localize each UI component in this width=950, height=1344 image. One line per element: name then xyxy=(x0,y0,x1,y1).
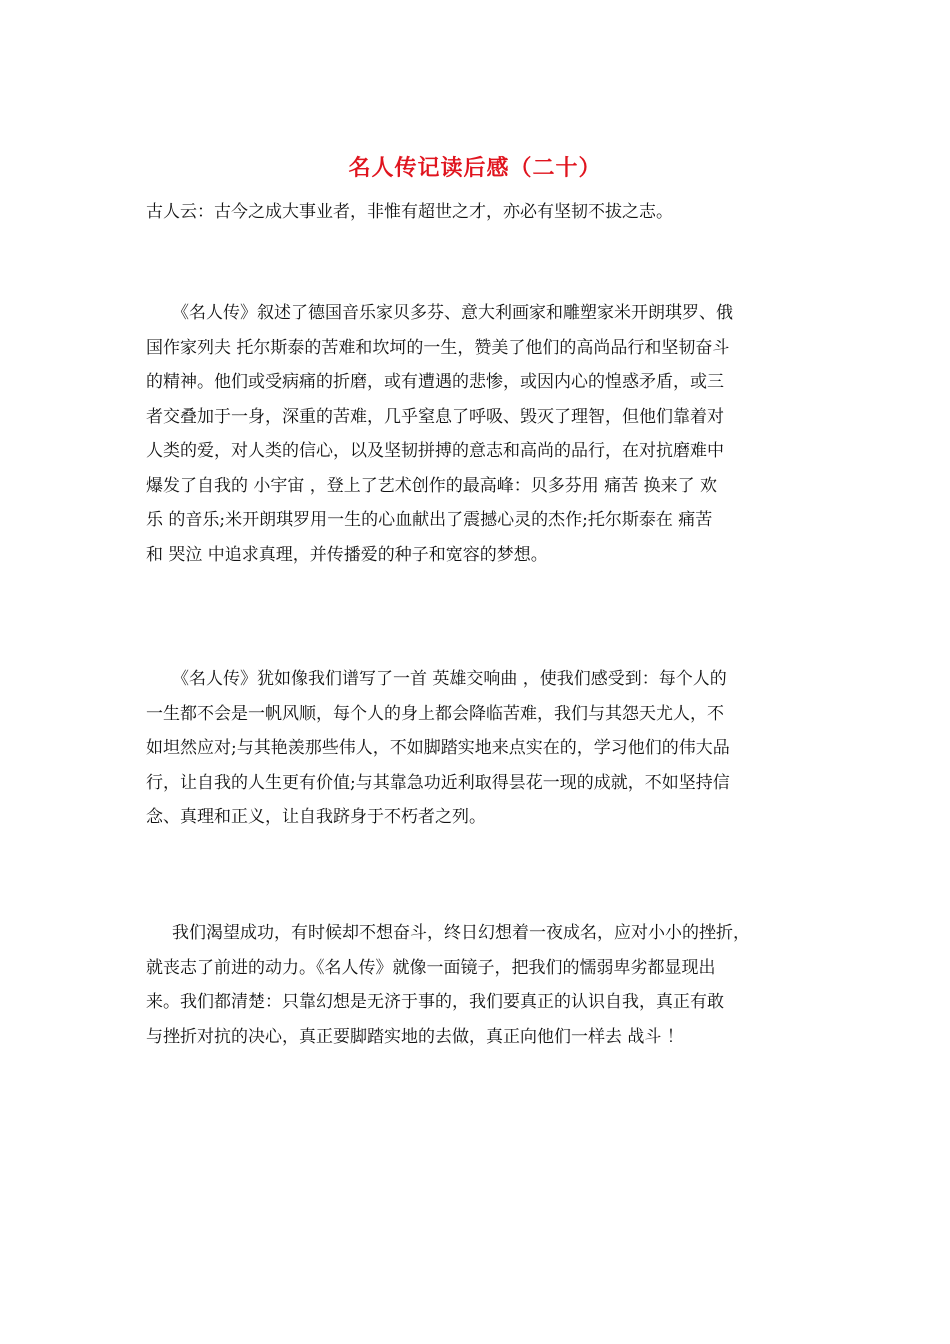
paragraph-line: 人类的爱，对人类的信心，以及坚韧拼搏的意志和高尚的品行，在对抗磨难中 xyxy=(146,441,724,461)
paragraph-line: 行，让自我的人生更有价值;与其靠急功近利取得昙花一现的成就，不如坚持信 xyxy=(146,772,730,793)
intro-line: 古人云：古今之成大事业者，非惟有超世之才，亦必有坚韧不拔之志。 xyxy=(146,202,673,222)
paragraph-1 xyxy=(146,296,826,572)
paragraph-line: 乐 的音乐;米开朗琪罗用一生的心血献出了震撼心灵的杰作;托尔斯泰在 痛苦 xyxy=(146,510,713,530)
paragraph-line: 与挫折对抗的决心，真正要脚踏实地的去做，真正向他们一样去 战斗 ！ xyxy=(146,1026,684,1047)
paragraph-3 xyxy=(146,916,826,1054)
paragraph-line: 来。我们都清楚：只靠幻想是无济于事的，我们要真正的认识自我，真正有敢 xyxy=(146,992,724,1012)
paragraph-line: 就丧志了前进的动力。《名人传》就像一面镜子，把我们的懦弱卑劣都显现出 xyxy=(146,957,716,978)
document-title: 名人传记读后感（二十） xyxy=(348,155,602,181)
paragraph-2 xyxy=(146,662,826,835)
paragraph-line: 《名人传》叙述了德国音乐家贝多芬、意大利画家和雕塑家米开朗琪罗、俄 xyxy=(172,303,733,323)
paragraph-line: 和 哭泣 中追求真理，并传播爱的种子和宽容的梦想。 xyxy=(146,544,548,565)
paragraph-line: 我们渴望成功，有时候却不想奋斗，终日幻想着一夜成名，应对小小的挫折， xyxy=(172,923,750,943)
paragraph-line: 的精神。他们或受病痛的折磨，或有遭遇的悲惨，或因内心的惶惑矛盾，或三 xyxy=(146,372,724,392)
paragraph-line: 爆发了自我的 小宇宙 ，登上了艺术创作的最高峰：贝多芬用 痛苦 换来了 欢 xyxy=(146,475,718,496)
paragraph-line: 一生都不会是一帆风顺，每个人的身上都会降临苦难，我们与其怨天尤人，不 xyxy=(146,703,724,724)
paragraph-line: 《名人传》犹如像我们谱写了一首 英雄交响曲 ，使我们感受到：每个人的 xyxy=(172,669,727,689)
paragraph-line: 如坦然应对;与其艳羡那些伟人，不如脚踏实地来点实在的，学习他们的伟大品 xyxy=(146,738,730,758)
paragraph-line: 国作家列夫 托尔斯泰的苦难和坎坷的一生，赞美了他们的高尚品行和坚韧奋斗 xyxy=(146,337,730,358)
paragraph-line: 念、真理和正义，让自我跻身于不朽者之列。 xyxy=(146,807,486,827)
paragraph-line: 者交叠加于一身，深重的苦难，几乎窒息了呼吸、毁灭了理智，但他们靠着对 xyxy=(146,406,724,427)
